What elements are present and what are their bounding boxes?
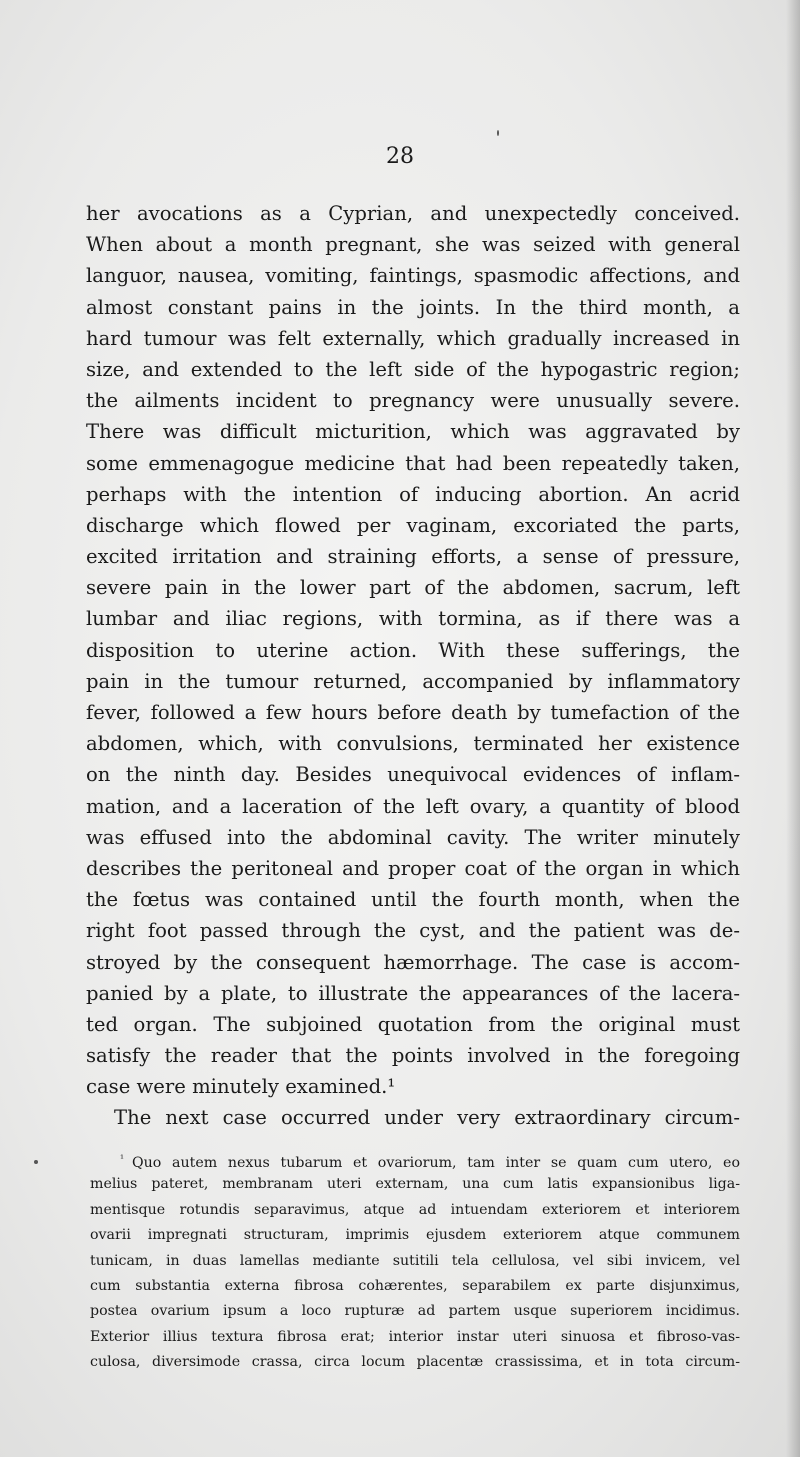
body-line: pain in the tumour returned, accompanied by inflammatory xyxy=(86,669,740,693)
footnote-line xyxy=(90,1147,740,1172)
footnote-line: postea ovarium ipsum a loco rupturæ ad partem usque superiorem incidimus. xyxy=(90,1303,740,1320)
body-line: discharge which flowed per vaginam, excoriated the parts, xyxy=(86,513,740,537)
footnote-line: Exterior illius textura fibrosa erat; interior instar uteri sinuosa et fibroso-vas- xyxy=(90,1328,740,1345)
body-line: the ailments incident to pregnancy were unusually severe. xyxy=(86,389,740,413)
body-line: panied by a plate, to illustrate the appearances of the lacera- xyxy=(86,981,740,1005)
body-line: disposition to uterine action. With these sufferings, the xyxy=(86,638,740,662)
footnote-line: tunicam, in duas lamellas mediante sutitili tela cellulosa, vel sibi invicem, vel xyxy=(90,1252,740,1269)
page-edge-shadow xyxy=(786,0,800,1457)
body-line-paragraph-start: The next case occurred under very extraordinary circum- xyxy=(114,1106,740,1130)
body-text xyxy=(86,198,740,1134)
body-line: languor, nausea, vomiting, faintings, spasmodic affections, and xyxy=(86,264,740,288)
body-line: stroyed by the consequent hæmorrhage. The case is accom- xyxy=(86,950,740,974)
body-line: on the ninth day. Besides unequivocal evidences of inflam- xyxy=(86,763,740,787)
footnote-marker: ¹ xyxy=(120,1154,125,1165)
body-line: satisfy the reader that the points involved in the foregoing xyxy=(86,1044,740,1068)
body-line: was effused into the abdominal cavity. The writer minutely xyxy=(86,825,740,849)
body-line: describes the peritoneal and proper coat of the organ in which xyxy=(86,856,740,880)
body-line: There was difficult micturition, which was aggravated by xyxy=(86,420,740,444)
footnote-line: mentisque rotundis separavimus, atque ad intuendam exteriorem et interiorem xyxy=(90,1201,740,1218)
body-line: her avocations as a Cyprian, and unexpectedly conceived. xyxy=(86,202,740,225)
footnote-line: ovarii impregnati structuram, imprimis ejusdem exteriorem atque communem xyxy=(90,1227,740,1244)
body-line: size, and extended to the left side of the hypogastric region; xyxy=(86,357,740,381)
footnote-line: culosa, diversimode crassa, circa locum placentæ crassissima, et in tota circum- xyxy=(90,1354,740,1371)
body-line: When about a month pregnant, she was seized with general xyxy=(86,233,740,257)
body-line: perhaps with the intention of inducing abortion. An acrid xyxy=(86,482,740,506)
body-line: mation, and a laceration of the left ovary, a quantity of blood xyxy=(86,794,740,818)
footnote xyxy=(90,1147,740,1376)
body-line: fever, followed a few hours before death by tumefaction of the xyxy=(86,701,740,724)
body-line: right foot passed through the cyst, and the patient was de- xyxy=(86,919,740,943)
page-number: 28 xyxy=(386,144,414,169)
footnote-line: melius pateret, membranam uteri externam, una cum latis expansionibus liga- xyxy=(90,1176,740,1193)
body-line: lumbar and iliac regions, with tormina, as if there was a xyxy=(86,607,740,631)
body-line: abdomen, which, with convulsions, terminated her existence xyxy=(86,732,740,756)
body-line: ted organ. The subjoined quotation from the original must xyxy=(86,1012,740,1036)
footnote-line: cum substantia externa fibrosa cohærentes, separabilem ex parte disjunximus, xyxy=(90,1277,740,1294)
body-line-paragraph-end: case were minutely examined.¹ xyxy=(86,1075,396,1099)
body-line: hard tumour was felt externally, which gradually increased in xyxy=(86,326,740,350)
body-line: excited irritation and straining efforts, a sense of pressure, xyxy=(86,545,740,569)
body-line: the fœtus was contained until the fourth month, when the xyxy=(86,888,740,912)
ink-speck xyxy=(34,1160,38,1164)
ink-speck xyxy=(497,130,499,136)
body-line: almost constant pains in the joints. In the third month, a xyxy=(86,295,740,319)
body-line: some emmenagogue medicine that had been repeatedly taken, xyxy=(86,451,740,475)
footnote-line-text: Quo autem nexus tubarum et ovariorum, tam inter se quam cum utero, eo xyxy=(132,1155,740,1171)
body-line: severe pain in the lower part of the abdomen, sacrum, left xyxy=(86,576,740,600)
